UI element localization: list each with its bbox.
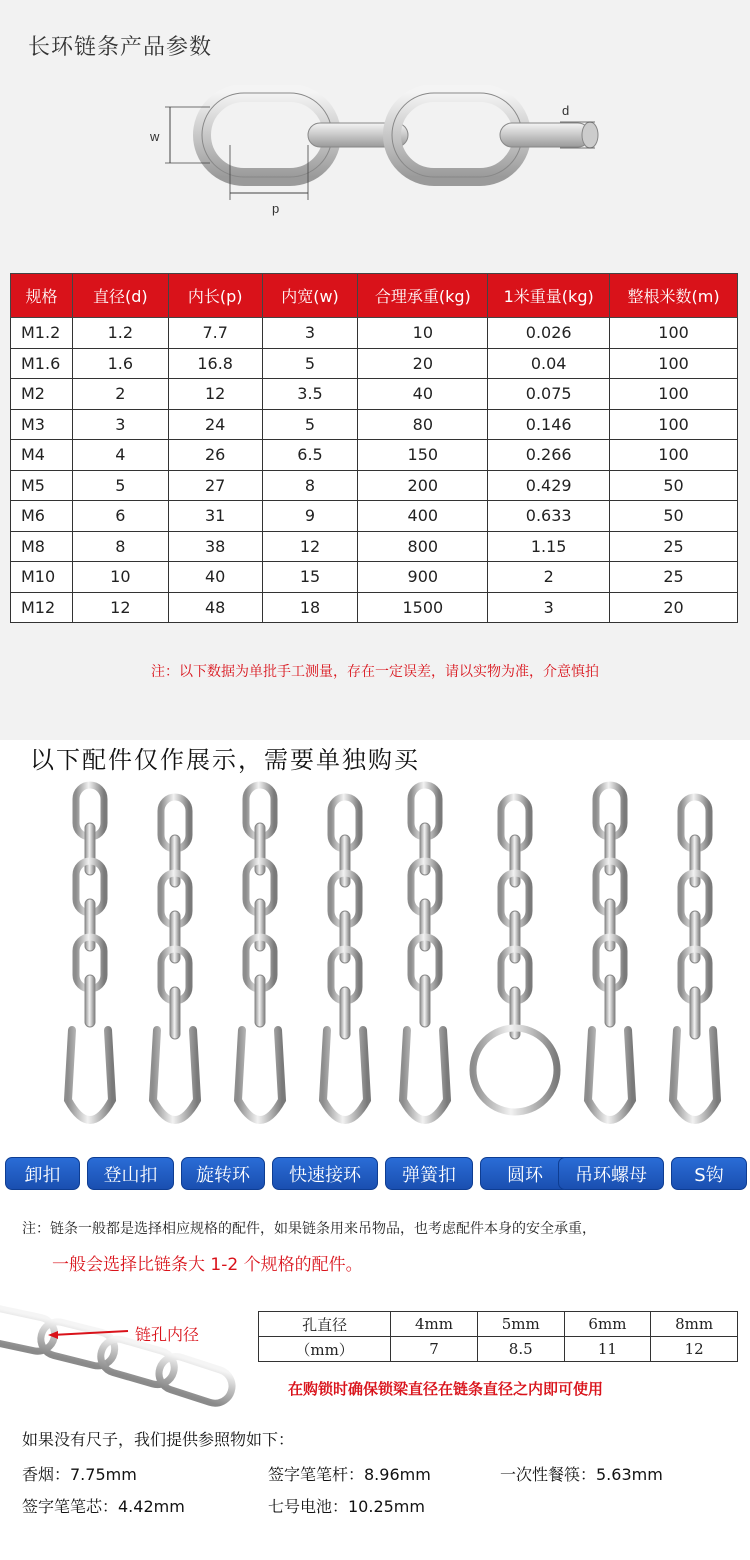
spec-cell: 25 [610,531,738,562]
spec-cell: 0.04 [488,348,610,379]
accessory-shape [68,1030,112,1120]
accessory-note: 注：链条一般都是选择相应规格的配件，如果链条用来吊物品，也考虑配件本身的安全承重， [22,1221,596,1237]
chain-link [170,987,180,1039]
spec-cell: 50 [610,470,738,501]
hole-cell: 8.5 [477,1337,564,1362]
chain-link [605,823,615,875]
w-label: w [150,129,160,144]
spec-cell: 12 [262,531,358,562]
accessories-photo [20,780,740,1150]
chain-link [85,975,95,1027]
spec-cell: 38 [168,531,262,562]
ring-accessory [473,1028,557,1112]
p-label: p [272,201,280,216]
spec-cell: 2 [72,379,168,410]
accessory-shape [588,1030,632,1120]
spec-table [10,273,738,623]
spec-cell: 8 [72,531,168,562]
spec-cell: 6 [72,501,168,532]
chain-link [340,987,350,1039]
accessory-tag: 卸扣 [5,1157,80,1190]
chain-link [170,911,180,963]
spec-cell: 20 [358,348,488,379]
spec-header-cell: 合理承重(kg) [358,274,488,318]
reference-title: 如果没有尺子，我们提供参照物如下： [22,1430,295,1449]
spec-cell: 0.026 [488,318,610,349]
chain-link [420,823,430,875]
spec-row [11,348,738,379]
spec-cell: 6.5 [262,440,358,471]
accessory-note-highlight: 一般会选择比链条大 1-2 个规格的配件。 [52,1255,363,1275]
spec-row [11,592,738,623]
spec-cell: 1.15 [488,531,610,562]
chain-link [85,823,95,875]
spec-cell: 24 [168,409,262,440]
spec-cell: 12 [72,592,168,623]
spec-cell: 3 [262,318,358,349]
spec-cell: 100 [610,409,738,440]
chain-hole-photo [0,1305,250,1410]
spec-cell: 8 [262,470,358,501]
spec-row [11,318,738,349]
spec-cell: 3.5 [262,379,358,410]
spec-cell: 900 [358,562,488,593]
hole-cell: （mm） [259,1337,391,1362]
spec-cell: 200 [358,470,488,501]
spec-cell: 400 [358,501,488,532]
spec-cell: 25 [610,562,738,593]
accessories-title: 以下配件仅作展示，需要单独购买 [30,746,420,774]
spec-header-cell: 内宽(w) [262,274,358,318]
chain-link [340,835,350,887]
accessory-shape [403,1030,447,1120]
spec-cell: 15 [262,562,358,593]
spec-cell: 100 [610,379,738,410]
spec-cell: 80 [358,409,488,440]
spec-cell: M5 [11,470,73,501]
spec-cell: 1.6 [72,348,168,379]
accessory-tag: 登山扣 [87,1157,174,1190]
spec-cell: 100 [610,318,738,349]
spec-cell: 5 [262,348,358,379]
lock-note: 在购锁时确保锁梁直径在链条直径之内即可使用 [288,1380,604,1398]
spec-cell: 1500 [358,592,488,623]
spec-cell: 40 [358,379,488,410]
spec-cell: 7.7 [168,318,262,349]
hole-cell: 8mm [651,1312,738,1337]
spec-body [11,318,738,623]
spec-cell: M1.2 [11,318,73,349]
chain-link [690,835,700,887]
chain-dimension-diagram [140,85,620,225]
spec-cell: 0.266 [488,440,610,471]
spec-cell: 27 [168,470,262,501]
spec-row [11,531,738,562]
spec-header-cell: 内长(p) [168,274,262,318]
spec-cell: 2 [488,562,610,593]
hole-diameter-table [258,1311,738,1362]
spec-cell: 800 [358,531,488,562]
spec-header-cell: 直径(d) [72,274,168,318]
spec-section [0,0,750,740]
spec-cell: 0.429 [488,470,610,501]
hole-header-row [259,1312,738,1337]
hole-cell: 孔直径 [259,1312,391,1337]
spec-cell: 20 [610,592,738,623]
accessory-tag: 快速接环 [272,1157,378,1190]
spec-cell: 50 [610,501,738,532]
spec-row [11,379,738,410]
accessory-shape [673,1030,717,1120]
spec-cell: M3 [11,409,73,440]
spec-row [11,409,738,440]
spec-cell: M2 [11,379,73,410]
spec-cell: 48 [168,592,262,623]
accessory-tags [0,1157,750,1191]
spec-cell: 16.8 [168,348,262,379]
chain-hole-label: 链孔内径 [135,1325,200,1344]
chain-link [170,835,180,887]
chain-link [255,823,265,875]
accessory-tag: 弹簧扣 [385,1157,473,1190]
spec-header-cell: 规格 [11,274,73,318]
spec-cell: M8 [11,531,73,562]
accessory-tag: 旋转环 [181,1157,265,1190]
reference-cigarette: 香烟：7.75mm [22,1465,137,1484]
accessory-shape [238,1030,282,1120]
spec-cell: 4 [72,440,168,471]
hole-cell: 4mm [391,1312,478,1337]
accessory-tag: 圆环 [480,1157,570,1190]
hole-cell: 7 [391,1337,478,1362]
spec-cell: 40 [168,562,262,593]
hole-cell: 12 [651,1337,738,1362]
reference-chopsticks: 一次性餐筷：5.63mm [500,1465,663,1484]
spec-cell: 18 [262,592,358,623]
hole-cell: 5mm [477,1312,564,1337]
spec-cell: 150 [358,440,488,471]
reference-pen-barrel: 签字笔笔杆：8.96mm [268,1465,431,1484]
accessory-shape [323,1030,367,1120]
d-label: d [562,103,570,118]
spec-cell: 26 [168,440,262,471]
spec-cell: 5 [262,409,358,440]
spec-cell: 10 [358,318,488,349]
spec-cell: 0.633 [488,501,610,532]
spec-cell: 31 [168,501,262,532]
spec-cell: M10 [11,562,73,593]
spec-cell: M6 [11,501,73,532]
spec-cell: M4 [11,440,73,471]
spec-row [11,562,738,593]
hole-value-row [259,1337,738,1362]
spec-cell: 100 [610,440,738,471]
spec-cell: 10 [72,562,168,593]
spec-cell: 9 [262,501,358,532]
spec-row [11,440,738,471]
spec-cell: 1.2 [72,318,168,349]
spec-cell: 12 [168,379,262,410]
measurement-note: 注：以下数据为单批手工测量，存在一定误差，请以实物为准，介意慎拍 [151,664,599,680]
hole-cell: 11 [564,1337,651,1362]
chain-link [255,975,265,1027]
chain-link [510,835,520,887]
spec-cell: 3 [488,592,610,623]
spec-header-cell: 1米重量(kg) [488,274,610,318]
spec-row [11,470,738,501]
spec-cell: 5 [72,470,168,501]
chain-link [340,911,350,963]
spec-cell: M12 [11,592,73,623]
spec-cell: 3 [72,409,168,440]
chain-link [510,911,520,963]
accessory-tag: 吊环螺母 [558,1157,664,1190]
chain-link [255,899,265,951]
spec-cell: 0.075 [488,379,610,410]
reference-pen-refill: 签字笔笔芯：4.42mm [22,1497,185,1516]
spec-title: 长环链条产品参数 [28,35,213,60]
accessory-shape [153,1030,197,1120]
chain-link [690,987,700,1039]
spec-header-row [11,274,738,318]
spec-header-cell: 整根米数(m) [610,274,738,318]
spec-cell: 100 [610,348,738,379]
hole-cell: 6mm [564,1312,651,1337]
accessory-tag: S钩 [671,1157,747,1190]
chain-link [605,975,615,1027]
spec-cell: 0.146 [488,409,610,440]
chain-link [85,899,95,951]
chain-link [605,899,615,951]
spec-row [11,501,738,532]
chain-link [420,899,430,951]
spec-cell: M1.6 [11,348,73,379]
reference-aaa-battery: 七号电池：10.25mm [268,1497,425,1516]
chain-link [690,911,700,963]
chain-link [420,975,430,1027]
